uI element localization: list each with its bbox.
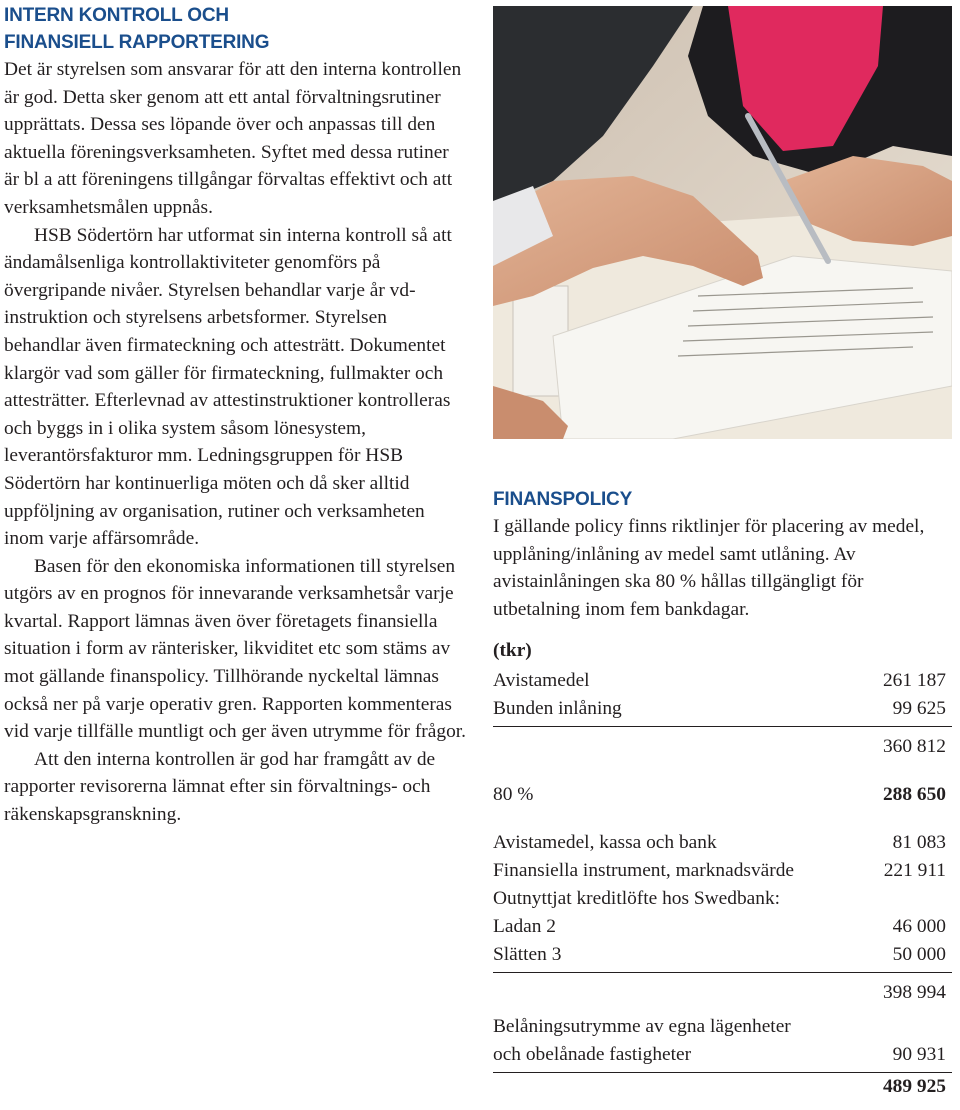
paragraph-3: Basen för den ekonomiska informationen till styrelsen utgörs av en prognos för innevarande verksamhetsår varje kvartal. Rapport lämnas även över företagets finansiella situation i form av ränterisker, likviditet etc som stäms av mot gällande finanspolicy. Tillhörande nyckeltal lämnas också ner på varje operativ gren. Rapporten kommenteras vid varje tillfälle muntligt och ger även utrymme för frågor. [4, 555, 466, 743]
row-value: 90 931 [892, 1044, 946, 1066]
row-label: Avistamedel [493, 670, 590, 692]
subtotal-row [493, 979, 952, 1007]
subtotal-row [493, 733, 952, 761]
row-label: Avistamedel, kassa och bank [493, 832, 717, 854]
paragraph-1: Det är styrelsen som ansvarar för att den interna kontrollen är god. Detta sker genom att ett antal förvaltningsrutiner upprättats. Dessa ses löpande över och anpassas till den aktuella föreningsverksamheten. Syftet med dessa rutiner är bl a att föreningens tillgångar förvaltas effektivt och att verksamhetsmålen uppnås. [4, 59, 462, 218]
table-row [493, 695, 952, 723]
heading-line-1: INTERN KONTROLL OCH [4, 5, 229, 26]
row-value: 81 083 [892, 832, 946, 854]
subtotal-value: 360 812 [882, 736, 946, 758]
table-row [493, 1041, 952, 1069]
row-value: 288 650 [882, 784, 946, 806]
row-label: Ladan 2 [493, 916, 556, 938]
heading-line-2: FINANSIELL RAPPORTERING [4, 32, 270, 53]
internal-control-body [4, 56, 466, 829]
table-row [493, 885, 952, 913]
right-column [493, 6, 952, 1101]
row-label: Slätten 3 [493, 944, 562, 966]
table-row [493, 941, 952, 969]
table-row [493, 667, 952, 695]
row-value: 46 000 [892, 916, 946, 938]
row-value: 50 000 [892, 944, 946, 966]
paragraph-2: HSB Södertörn har utformat sin interna kontroll så att ändamålsenliga kontrollaktiviteter genomförs på övergripande nivåer. Styrelsen behandlar varje år vd-instruktion och styrelsens arbetsformer. Styrelsen behandlar även firmateckning och attesträtt. Dokumentet klargör vad som gäller för firmateckning, fullmakter och attesträtter. Efterlevnad av attestinstruktioner kontrolleras och byggs in i olika system såsom lönesystem, leverantörsfakturor mm. Ledningsgruppen för HSB Södertörn har kontinuerliga möten och då sker alltid uppföljning av organisation, rutiner och verksamheten inom varje affärsområde. [4, 224, 452, 550]
row-value: 99 625 [892, 698, 946, 720]
row-value: 221 911 [883, 860, 946, 882]
row-label: och obelånade fastigheter [493, 1044, 692, 1066]
total-row [493, 1073, 952, 1101]
total-value: 489 925 [882, 1076, 946, 1098]
finanspolicy-intro: I gällande policy finns riktlinjer för placering av medel, upplåning/inlåning av medel samt utlåning. Av avistainlåningen ska 80 % hållas tillgängligt för utbetalning inom fem bankdagar. [493, 516, 925, 620]
table-row [493, 829, 952, 857]
paragraph-4: Att den interna kontrollen är god har framgått av de rapporter revisorerna lämnat efter sin förvaltnings- och räkenskapsgranskning. [4, 748, 436, 826]
row-label: Outnyttjat kreditlöfte hos Swedbank: [493, 888, 781, 910]
table-row [493, 913, 952, 941]
row-label: Finansiella instrument, marknadsvärde [493, 860, 795, 882]
percentage-row [493, 781, 952, 809]
section-heading-finanspolicy: FINANSPOLICY [493, 489, 633, 510]
subtotal-value: 398 994 [882, 982, 946, 1004]
table-row [493, 857, 952, 885]
row-label: Bunden inlåning [493, 698, 622, 720]
table-row [493, 1013, 952, 1041]
row-label: Belåningsutrymme av egna lägenheter [493, 1016, 791, 1038]
unit-label: (tkr) [493, 640, 532, 662]
left-column [4, 2, 466, 829]
row-label: 80 % [493, 784, 534, 806]
row-value: 261 187 [882, 670, 946, 692]
section-heading-internal-control [4, 2, 466, 56]
signing-document-photo [493, 6, 952, 439]
finance-table [493, 637, 952, 1101]
